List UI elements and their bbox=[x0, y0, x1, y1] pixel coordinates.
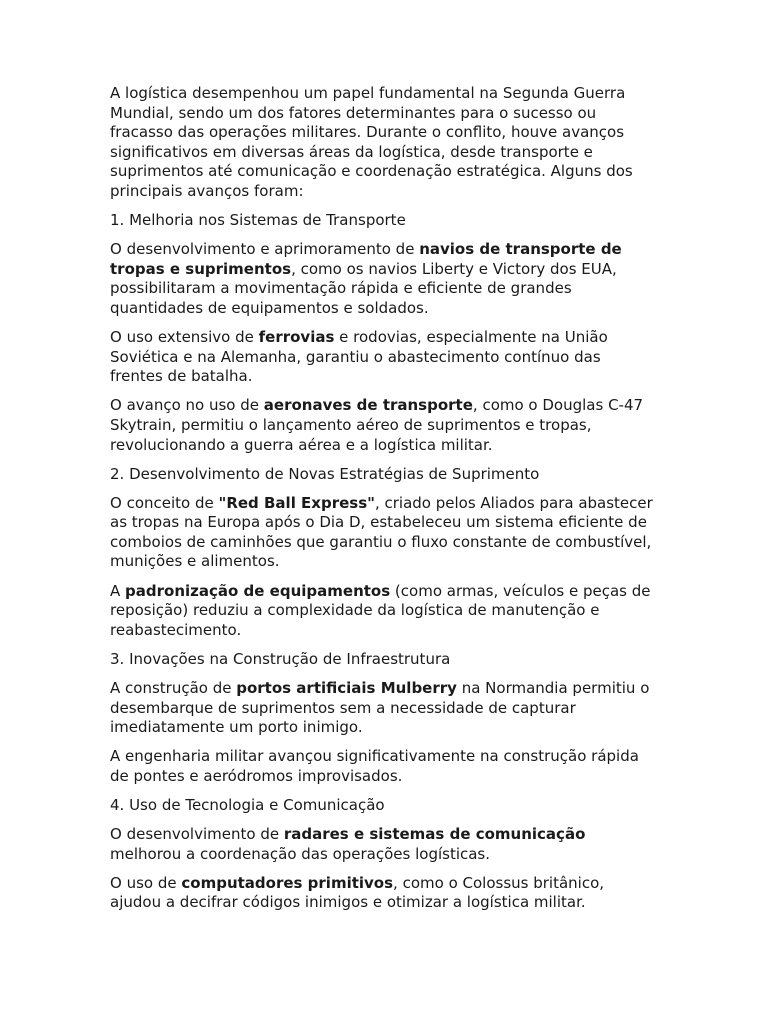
text-run: 3. Inovações na Construção de Infraestrutura bbox=[110, 649, 451, 668]
text-run: O desenvolvimento e aprimoramento de bbox=[110, 240, 420, 259]
bold-text: computadores primitivos bbox=[181, 873, 394, 892]
document-body bbox=[110, 84, 658, 922]
text-run: e rodovias, especialmente na União Soviética e na Alemanha, garantiu o abastecimento contínuo das frentes de batalha. bbox=[110, 328, 608, 386]
paragraph-computers bbox=[110, 874, 658, 913]
text-run: O uso de bbox=[110, 873, 182, 892]
bold-text: "Red Ball Express" bbox=[218, 493, 375, 512]
bold-text: radares e sistemas de comunicação bbox=[283, 825, 586, 843]
bold-text: portos artificiais Mulberry bbox=[236, 678, 457, 697]
text-run: 4. Uso de Tecnologia e Comunicação bbox=[110, 795, 385, 814]
bold-text: padronização de equipamentos bbox=[125, 581, 391, 600]
section-heading-transport bbox=[110, 211, 658, 231]
text-run: A engenharia militar avançou significativamente na construção rápida de pontes e aeródromos improvisados. bbox=[110, 747, 639, 785]
text-run: , criado pelos Aliados para abastecer as tropas na Europa após o Dia D, estabeleceu um sistema eficiente de comboios de caminhões que garantiu o fluxo constante de combustível, munições e alimentos. bbox=[110, 493, 653, 571]
text-run: O uso extensivo de bbox=[110, 328, 259, 347]
text-run: na Normandia permitiu o desembarque de suprimentos sem a necessidade de capturar imediatamente um porto inimigo. bbox=[110, 678, 650, 737]
bold-text: aeronaves de transporte bbox=[263, 396, 473, 415]
text-run: , como o Douglas C-47 Skytrain, permitiu o lançamento aéreo de suprimentos e tropas, revolucionando a guerra aérea e a logística militar. bbox=[110, 396, 644, 454]
text-run: O conceito de bbox=[110, 493, 219, 512]
text-run: (como armas, veículos e peças de reposição) reduziu a complexidade da logística de manutenção e reabastecimento. bbox=[110, 581, 651, 639]
text-run: O desenvolvimento de bbox=[110, 825, 284, 843]
text-run: 1. Melhoria nos Sistemas de Transporte bbox=[110, 211, 406, 230]
paragraph-railways bbox=[110, 328, 658, 387]
text-run: , como o Colossus britânico, ajudou a decifrar códigos inimigos e otimizar a logística militar. bbox=[110, 873, 605, 912]
text-run: A bbox=[110, 581, 126, 600]
paragraph-red-ball bbox=[110, 494, 658, 572]
paragraph-standardization bbox=[110, 582, 658, 641]
paragraph-mulberry bbox=[110, 679, 658, 738]
paragraph-radar bbox=[110, 825, 658, 864]
text-run: 2. Desenvolvimento de Novas Estratégias de Suprimento bbox=[110, 464, 540, 483]
bold-text: navios de transporte de tropas e suprimentos bbox=[110, 240, 622, 278]
text-run: A logística desempenhou um papel fundamental na Segunda Guerra Mundial, sendo um dos fatores determinantes para o sucesso ou fracasso das operações militares. Durante o conflito, houve avanços significativos em diversas áreas da logística, desde transporte e suprimentos até comunicação e coordenação estratégica. Alguns dos principais avanços foram: bbox=[110, 84, 633, 200]
bold-text: ferrovias bbox=[258, 328, 335, 347]
section-heading-supply bbox=[110, 465, 658, 485]
text-run: O avanço no uso de bbox=[110, 396, 264, 415]
text-run: A construção de bbox=[110, 678, 237, 697]
section-heading-infrastructure bbox=[110, 650, 658, 670]
paragraph-ships bbox=[110, 240, 658, 318]
paragraph-engineering bbox=[110, 747, 658, 786]
text-run: melhorou a coordenação das operações logísticas. bbox=[110, 844, 491, 863]
paragraph-intro bbox=[110, 84, 658, 202]
text-run: , como os navios Liberty e Victory dos EUA, possibilitaram a movimentação rápida e eficiente de grandes quantidades de equipamentos e soldados. bbox=[110, 259, 617, 317]
section-heading-technology bbox=[110, 796, 658, 816]
paragraph-aircraft bbox=[110, 396, 658, 455]
